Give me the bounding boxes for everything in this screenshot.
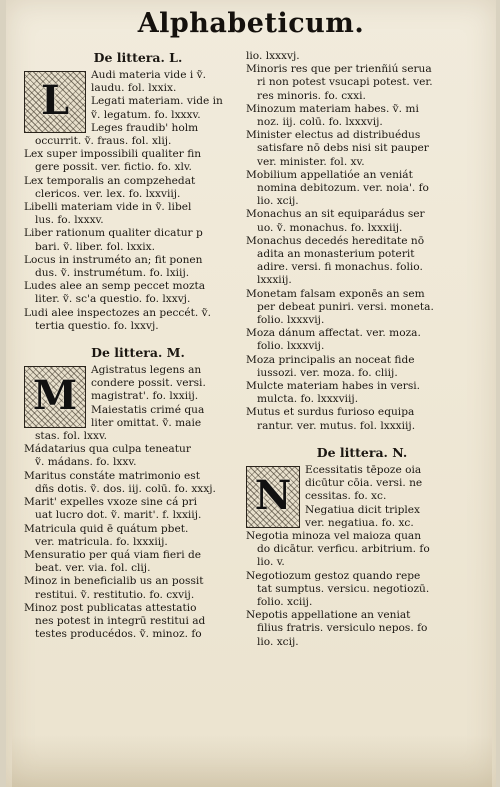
index-entry-line: folio. lxxxvij. [257, 314, 325, 327]
index-entry-line: Maritus constáte matrimonio est [24, 469, 200, 482]
index-entry-line: Lex super impossibili qualiter fin [24, 148, 202, 161]
index-entry-line: lio. lxxxvj. [246, 50, 300, 62]
section-heading-n: De littera. N. [316, 444, 408, 460]
index-entry-line: restitui. ṽ. restitutio. fo. cxvij. [35, 588, 195, 601]
index-entry-line: Liber rationum qualiter dicatur p [24, 227, 203, 240]
index-entry-line: clericos. ver. lex. fo. lxxviij. [35, 187, 181, 200]
index-entry-line: condere possit. versi. [91, 377, 206, 390]
index-entry-line: Negatiua dicit triplex [305, 503, 421, 516]
index-entry-line: Negotiozum gestoz quando repe [246, 569, 421, 582]
index-entry-line: Matricula quid ē quátum pbet. [24, 522, 189, 535]
index-entry-line: bari. ṽ. liber. fol. lxxix. [35, 240, 155, 253]
section-heading-m: De littera. M. [91, 345, 185, 361]
index-entry-line: mulcta. fo. lxxxviij. [257, 393, 359, 406]
index-entry [246, 129, 478, 169]
index-entry-line: cessitas. fo. xc. [305, 490, 387, 503]
index-entry-line: stas. fol. lxxv. [35, 430, 108, 443]
index-entry [24, 254, 252, 280]
index-entry [246, 50, 478, 63]
index-entry-line: nes potest in integrū restitui ad [35, 614, 206, 627]
index-entry-line: Mensuratio per quá viam fieri de [24, 548, 202, 561]
page-title: Alphabeticum. [137, 8, 365, 39]
drop-initial-m: M [24, 366, 86, 428]
index-entry-line: rantur. ver. mutus. fol. lxxxiij. [257, 419, 416, 432]
index-entry-line: Mutus et surdus furioso equipa [246, 406, 415, 419]
index-entry-line: Minister electus ad distribuédus [246, 129, 421, 142]
index-entry-line: Minoz in beneficialib us an possit [24, 575, 204, 588]
index-entry-line: satisfare nō debs nisi sit pauper [257, 142, 429, 155]
index-entry-line: testes producédos. ṽ. minoz. fo [35, 628, 202, 641]
index-entry-line: Moza dánum affectat. ver. moza. [246, 327, 421, 340]
left-column [24, 50, 252, 641]
index-entry-line: per debeat puniri. versi. moneta. [257, 300, 434, 313]
index-entry [24, 280, 252, 306]
index-entry [246, 354, 478, 380]
index-entry-line: dicūtur cōia. versi. ne [305, 477, 423, 490]
index-entry-line: ri non potest vsucapi potest. ver. [257, 76, 433, 89]
index-entry-line: Negotia minoza vel maioza quan [246, 529, 422, 542]
index-entry-line: lio. xcij. [257, 195, 299, 208]
index-entry-line: tertia questio. fo. lxxvj. [35, 319, 159, 332]
index-entry [246, 288, 478, 328]
index-entry-line: ṽ. legatum. fo. lxxxv. [91, 108, 201, 121]
index-entry-line: lio. v. [257, 556, 285, 569]
index-entry [246, 169, 478, 209]
index-entry-line: lxxxiij. [257, 274, 292, 287]
index-entry-line: magistrat'. fo. lxxiij. [91, 390, 199, 403]
index-entry [246, 63, 478, 103]
index-entry-line: uat lucro dot. ṽ. marit'. f. lxxiij. [35, 509, 202, 522]
index-entry-line: liter. ṽ. sc'a questio. fo. lxxvj. [35, 293, 191, 306]
index-entry-line: iussozi. ver. moza. fo. cliij. [257, 366, 398, 379]
page-stain [12, 735, 492, 787]
index-entry [246, 103, 478, 129]
index-entry-line: Minoris res que per trienñiú serua [246, 63, 432, 76]
section-m-continuation [246, 50, 478, 433]
index-entry-line: Legati materiam. vide in [91, 95, 223, 108]
index-entry-line: dus. ṽ. instrumétum. fo. lxiij. [35, 267, 190, 280]
book-page [6, 0, 496, 787]
index-entry-line: Mádatarius qua culpa teneatur [24, 443, 191, 456]
index-entry [246, 570, 478, 610]
index-entry [24, 443, 252, 469]
index-entry-line: laudu. fol. lxxix. [91, 82, 177, 95]
index-entry [24, 307, 252, 333]
index-entry-line: tat sumptus. versicu. negotiozū. [257, 582, 430, 595]
index-entry [24, 227, 252, 253]
index-entry [246, 609, 478, 649]
index-entry-line: ver. matricula. fo. lxxxiij. [35, 535, 168, 548]
index-entry [24, 575, 252, 601]
index-entry [24, 175, 252, 201]
index-entry-line: nomina debitozum. ver. noia'. fo [257, 182, 429, 195]
index-entry-line: Mulcte materiam habes in versi. [246, 380, 421, 393]
section-n [246, 464, 478, 649]
index-entry [24, 523, 252, 549]
index-entry [24, 201, 252, 227]
index-entry-line: lus. fo. lxxxv. [35, 214, 104, 227]
index-entry-line: liter omittat. ṽ. maie [91, 416, 202, 429]
index-entry-line: dñs dotis. ṽ. dos. iij. colū. fo. xxxj. [35, 482, 216, 495]
index-entry-line: Nepotis appellatione an veniat [246, 609, 411, 622]
index-entry-line: folio. xciij. [257, 595, 313, 608]
index-entry-line: ver. negatiua. fo. xc. [305, 516, 414, 529]
index-entry-line: Mobilium appellatióe an veniát [246, 168, 413, 181]
index-entry-line: gere possit. ver. fictio. fo. xlv. [35, 161, 192, 174]
index-entry [24, 470, 252, 496]
index-entry-line: res minoris. fo. cxxi. [257, 89, 366, 102]
index-entry-line: Minoz post publicatas attestatio [24, 601, 197, 614]
index-entry-line: Monetam falsam exponēs an sem [246, 287, 425, 300]
index-entry-line: Maiestatis crimé qua [91, 403, 205, 416]
index-entry-line: uo. ṽ. monachus. fo. lxxxiij. [257, 221, 403, 234]
index-entry-line: lio. xcij. [257, 635, 299, 648]
index-entry-line: Libelli materiam vide in ṽ. libel [24, 201, 192, 214]
drop-initial-n: N [246, 466, 300, 528]
index-entry [24, 148, 252, 174]
index-entry [246, 208, 478, 234]
index-entry-line: Moza principalis an noceat fide [246, 353, 415, 366]
index-entry-line: Minozum materiam habes. ṽ. mi [246, 102, 419, 115]
index-entry-line: Ecessitatis tēpoze oia [305, 463, 422, 476]
index-entry [246, 530, 478, 570]
section-l [24, 69, 252, 333]
index-entry [246, 380, 478, 406]
index-entry-line: adire. versi. fi monachus. folio. [257, 261, 423, 274]
index-entry-line: Ludes alee an semp peccet mozta [24, 280, 206, 293]
index-entry [24, 496, 252, 522]
index-entry [246, 235, 478, 288]
index-entry-line: Locus in instruméto an; fit ponen [24, 253, 203, 266]
index-entry-line: beat. ver. via. fol. clij. [35, 562, 151, 575]
index-entry-line: Audi materia vide i ṽ. [91, 69, 206, 81]
index-entry-line: ṽ. mádans. fo. lxxv. [35, 456, 137, 469]
index-entry-line: Ludi alee inspectozes an peccét. ṽ. [24, 306, 211, 319]
right-column [246, 50, 478, 649]
index-entry-line: occurrit. ṽ. fraus. fol. xlij. [35, 135, 172, 148]
index-entry-line: Agistratus legens an [91, 364, 202, 377]
index-entry-line: Monachus decedés hereditate nō [246, 234, 425, 247]
section-m [24, 364, 252, 641]
section-heading-l: De littera. L. [93, 50, 183, 65]
index-entry-line: filius fratris. versiculo nepos. fo [257, 622, 428, 635]
index-entry-line: noz. iij. colū. fo. lxxxvij. [257, 116, 383, 129]
index-entry [24, 549, 252, 575]
index-entry-line: folio. lxxxvij. [257, 340, 325, 353]
index-entry [24, 602, 252, 642]
index-entry-line: Leges fraudib' holm [91, 121, 199, 134]
drop-initial-l: L [24, 71, 86, 133]
index-entry-line: adita an monasterium poterit [257, 248, 415, 261]
index-entry-line: Marit' expelles vxoze sine cá pri [24, 496, 197, 509]
index-entry-line: do dicātur. verficu. arbitrium. fo [257, 543, 430, 556]
index-entry-line: Lex temporalis an compzehedat [24, 174, 196, 187]
index-entry-line: ver. minister. fol. xv. [257, 155, 365, 168]
index-entry [246, 327, 478, 353]
index-entry-line: Monachus an sit equiparádus ser [246, 208, 425, 221]
index-entry [246, 406, 478, 432]
